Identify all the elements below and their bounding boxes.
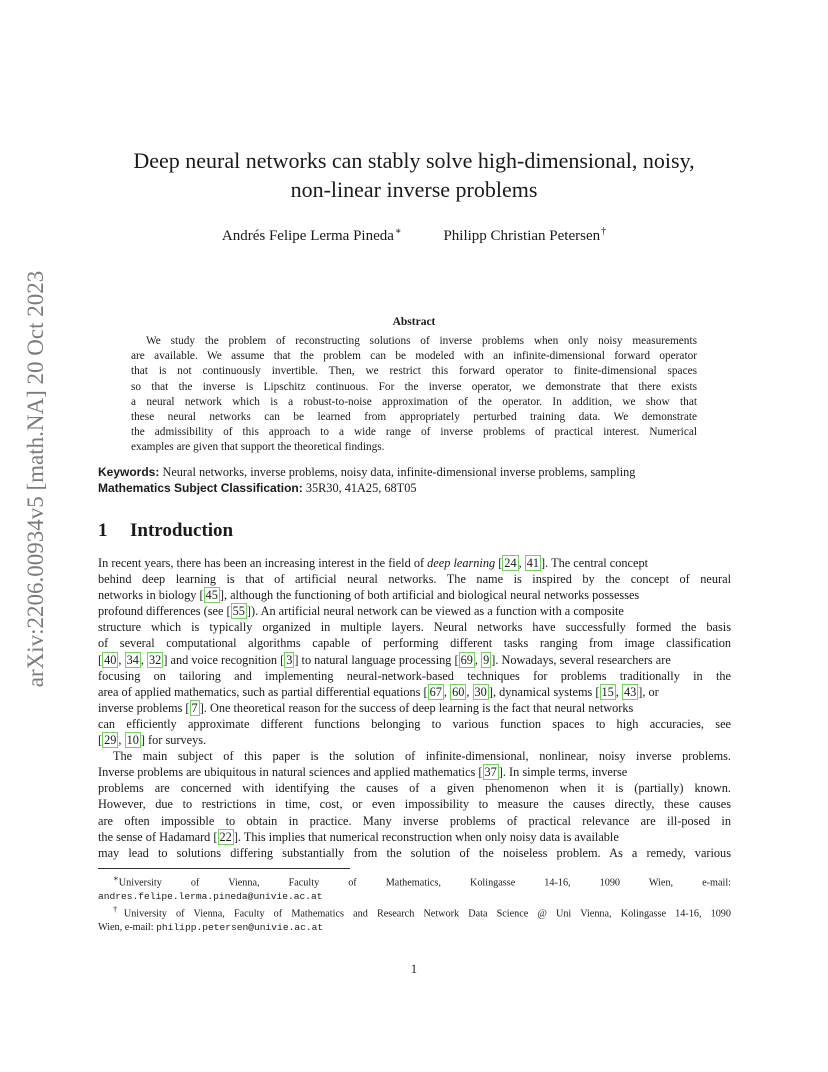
arxiv-stamp bbox=[18, 268, 54, 690]
citation-link[interactable]: 15 bbox=[601, 684, 614, 699]
citation-link[interactable]: 29 bbox=[104, 733, 117, 748]
footnote-2-line-2 bbox=[98, 921, 731, 934]
citation-link[interactable]: 34 bbox=[126, 652, 139, 667]
text-run: for surveys. bbox=[148, 733, 207, 748]
arxiv-stamp-text: arXiv:2206.00934v5 [math.NA] 20 Oct 2023 bbox=[23, 270, 48, 688]
page-number: 1 bbox=[410, 962, 418, 976]
citation-link[interactable]: 45 bbox=[205, 588, 218, 603]
title-line-1: Deep neural networks can stably solve high-dimensional, noisy, bbox=[133, 148, 695, 173]
keywords-line bbox=[98, 464, 731, 480]
citation-link[interactable]: 41 bbox=[526, 556, 540, 570]
text-run: , dynamical systems bbox=[492, 684, 593, 699]
text-run: networks in biology bbox=[98, 588, 197, 603]
keywords-text: Neural networks, inverse problems, noisy data, infinite-dimensional inverse problems, sampling bbox=[162, 465, 636, 479]
abstract-line-3: that is not continuously invertible. Then, we restrict this forward operator to finite-dimensional spaces bbox=[131, 365, 697, 378]
abstract-line-7: the admissibility of this approach to a wide range of inverse problems of practical interest. Numerical bbox=[131, 426, 697, 439]
citation-link[interactable]: 24 bbox=[504, 556, 517, 570]
intro-line-10: inverse problems [ 7 ]. One theoretical reason for the success of deep learning is the fact that neural networks bbox=[98, 700, 634, 715]
citation-link[interactable]: 69 bbox=[460, 652, 473, 667]
text-run: . In simple terms, inverse bbox=[502, 765, 628, 780]
title-line-2: non-linear inverse problems bbox=[290, 177, 538, 202]
citation-link[interactable]: 67 bbox=[429, 684, 442, 699]
intro-p2-line-7: may lead to solutions differing substantially from the solution of the noiseless problem. As a remedy, various bbox=[98, 845, 731, 860]
abstract-line-4: so that the inverse is Lipschitz continuous. For the inverse operator, we demonstrate that there exists bbox=[131, 380, 697, 393]
footnote-rule bbox=[98, 868, 350, 869]
author-2-name: Philipp Christian Petersen bbox=[443, 228, 601, 244]
citation-link[interactable]: 3 bbox=[286, 652, 293, 667]
author-list bbox=[0, 223, 828, 245]
citation-link[interactable]: 32 bbox=[149, 652, 162, 667]
citation-link[interactable]: 7 bbox=[191, 700, 198, 715]
citation-link[interactable]: 40 bbox=[104, 652, 117, 667]
intro-line-6: of several computational algorithms capable of performing different tasks ranging from image classification bbox=[98, 636, 731, 651]
keywords-block bbox=[98, 464, 731, 496]
text-run: to natural language processing bbox=[301, 652, 452, 667]
footnotes bbox=[98, 872, 731, 934]
abstract-body bbox=[131, 334, 697, 456]
intro-p2-line-1: The main subject of this paper is the solution of infinite-dimensional, nonlinear, noisy inverse problems. bbox=[113, 749, 731, 764]
intro-line-7: [ 40 , 34 , 32 ] and voice recognition [ 3 ] to natural language processing [ 69 , 9 ]. Nowadays, several researchers are bbox=[98, 652, 671, 667]
citation-link[interactable]: 10 bbox=[126, 733, 139, 748]
msc-label: Mathematics Subject Classification: bbox=[98, 481, 303, 495]
text-run: inverse problems bbox=[98, 700, 183, 715]
text-run: . Nowadays, several researchers are bbox=[495, 652, 671, 667]
abstract-heading: Abstract bbox=[392, 316, 436, 328]
footnote-2-prefix: Wien, e-mail: bbox=[98, 922, 154, 933]
footnote-1-line-1 bbox=[98, 872, 731, 890]
intro-line-2: behind deep learning is that of artificial neural networks. The name is inspired by the concept of neural bbox=[98, 572, 731, 587]
text-run: the sense of Hadamard bbox=[98, 829, 211, 844]
footnote-1-email[interactable]: andres.felipe.lerma.pineda@univie.ac.at bbox=[98, 890, 323, 902]
footnote-2-email[interactable]: philipp.petersen@univie.ac.at bbox=[156, 922, 324, 933]
intro-p2-line-5: are often impossible to obtain in practice. Many inverse problems of practical relevance are ill-posed in bbox=[98, 813, 731, 828]
author-2-mark: † bbox=[601, 226, 607, 237]
section-title: Introduction bbox=[130, 520, 234, 541]
emphasis-deep-learning: deep learning bbox=[427, 556, 496, 570]
citation-link[interactable]: 9 bbox=[483, 652, 490, 667]
intro-p2-line-3: problems are concerned with identifying the causes of a given phenomenon when it is (partially) known. bbox=[98, 781, 731, 796]
citation-link[interactable]: 60 bbox=[452, 684, 465, 699]
text-run: . This implies that numerical reconstruction when only noisy data is available bbox=[237, 829, 619, 844]
author-1-mark: ∗ bbox=[394, 226, 402, 237]
intro-line-8: focusing on tailoring and implementing neural-network-based techniques for problems traditionally in the bbox=[98, 668, 731, 683]
section-heading-introduction bbox=[98, 519, 233, 543]
citation-link[interactable]: 30 bbox=[474, 684, 487, 699]
intro-line-11: can efficiently approximate different functions belonging to various function spaces to high accuracies, see bbox=[98, 716, 731, 731]
text-run: . One theoretical reason for the success of deep learning is the fact that neural networks bbox=[203, 700, 634, 715]
intro-line-4: profound differences (see [ 55 ]). An artificial neural network can be viewed as a function with a composite bbox=[98, 604, 624, 619]
abstract-line-6: these neural networks can be learned from appropriately perturbed training data. We demonstrate bbox=[131, 411, 697, 424]
intro-line-1: In recent years, there has been an increasing interest in the field of deep learning [ 24 , 41 ]. The central concept bbox=[98, 556, 649, 570]
citation-link[interactable]: 22 bbox=[219, 829, 232, 844]
footnote-1-text: University of Vienna, Faculty of Mathematics, Kolingasse 14-16, 1090 Wien, e-mail: bbox=[118, 877, 731, 889]
citation-link[interactable]: 43 bbox=[623, 684, 637, 699]
author-2 bbox=[443, 223, 606, 245]
abstract-line-5: a neural network which is a robust-to-noise approximation of the operator. In addition, we show that bbox=[131, 395, 697, 408]
text-run: area of applied mathematics, such as partial differential equations bbox=[98, 684, 421, 699]
citation-link[interactable]: 55 bbox=[232, 604, 245, 619]
abstract-line-8: examples are given that support the theoretical findings. bbox=[131, 441, 385, 454]
footnote-2-text: University of Vienna, Faculty of Mathematics and Research Network Data Science @ Uni Vienna, Kolingasse 14-16, 1090 bbox=[123, 908, 731, 920]
text-run: . The central concept bbox=[545, 556, 649, 570]
intro-line-5: structure which is typically organized in multiple layers. Neural networks have successfully formed the basis bbox=[98, 620, 731, 635]
text-run: and voice recognition bbox=[170, 652, 278, 667]
paper-title bbox=[60, 146, 768, 204]
section-number: 1 bbox=[98, 520, 108, 541]
msc-line bbox=[98, 480, 731, 496]
text-run: , or bbox=[642, 684, 659, 699]
introduction-body bbox=[98, 555, 731, 861]
intro-p2-line-6: the sense of Hadamard [ 22 ]. This implies that numerical reconstruction when only noisy data is available bbox=[98, 829, 619, 844]
abstract-line-1: We study the problem of reconstructing solutions of inverse problems when only noisy measurements bbox=[146, 335, 697, 347]
msc-text: 35R30, 41A25, 68T05 bbox=[305, 481, 417, 495]
author-1 bbox=[222, 223, 402, 245]
footnote-2-mark: † bbox=[113, 904, 124, 915]
intro-line-3: networks in biology [ 45 ], although the functioning of both artificial and biological neural networks possesses bbox=[98, 588, 640, 603]
intro-p2-line-4: However, due to restrictions in time, cost, or even impossibility to measure the causes directly, these causes bbox=[98, 797, 731, 812]
intro-line-9: area of applied mathematics, such as partial differential equations [ 67 , 60 , 30 ], dynamical systems [ 15 , 43 ], or bbox=[98, 684, 659, 699]
text-run: profound differences (see bbox=[98, 604, 224, 619]
text-run: , although the functioning of both artificial and biological neural networks possesses bbox=[223, 588, 640, 603]
citation-link[interactable]: 37 bbox=[484, 765, 497, 780]
intro-line-12: [ 29 , 10 ] for surveys. bbox=[98, 733, 207, 748]
footnote-2-line-1 bbox=[98, 903, 731, 921]
intro-p2-line-2: Inverse problems are ubiquitous in natural sciences and applied mathematics [ 37 ]. In simple terms, inverse bbox=[98, 765, 628, 780]
footnote-1-mark: ∗ bbox=[113, 873, 119, 883]
keywords-label: Keywords: bbox=[98, 465, 160, 479]
text-run: ). An artificial neural network can be viewed as a function with a composite bbox=[251, 604, 624, 619]
abstract-line-2: are available. We assume that the problem can be modeled with an infinite-dimensional forward operator bbox=[131, 350, 697, 363]
text-run: In recent years, there has been an increasing interest in the field of bbox=[98, 556, 425, 570]
author-1-name: Andrés Felipe Lerma Pineda bbox=[221, 228, 394, 244]
text-run: Inverse problems are ubiquitous in natural sciences and applied mathematics bbox=[98, 765, 476, 780]
